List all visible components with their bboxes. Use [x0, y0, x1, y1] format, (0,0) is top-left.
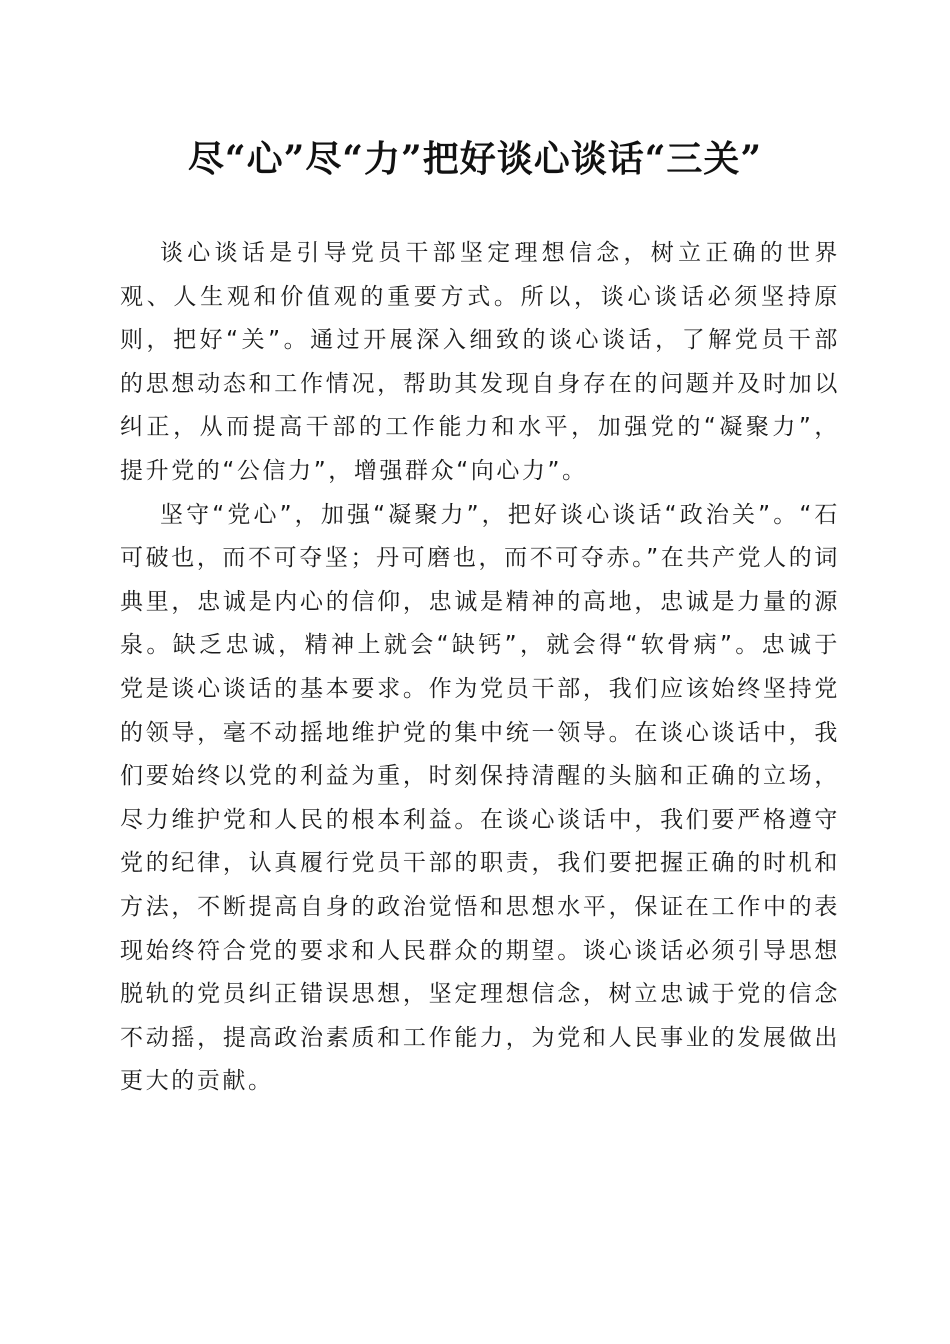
paragraph-political: 坚守“党心”，加强“凝聚力”，把好谈心谈话“政治关”。“石可破也，而不可夺坚；丹可磨也，而不可夺赤。”在共产党人的词典里，忠诚是内心的信仰，忠诚是精神的高地，忠诚是力量的源泉。缺乏忠诚，精神上就会“缺钙”，就会得“软骨病”。忠诚于党是谈心谈话的基本要求。作为党员干部，我们应该始终坚持党的领导，毫不动摇地维护党的集中统一领导。在谈心谈话中，我们要始终以党的利益为重，时刻保持清醒的头脑和正确的立场，尽力维护党和人民的根本利益。在谈心谈话中，我们要严格遵守党的纪律，认真履行党员干部的职责，我们要把握正确的时机和方法，不断提高自身的政治觉悟和思想水平，保证在工作中的表现始终符合党的要求和人民群众的期望。谈心谈话必须引导思想脱轨的党员纠正错误思想，坚定理想信念，树立忠诚于党的信念不动摇，提高政治素质和工作能力，为党和人民事业的发展做出更大的贡献。	[120, 501, 840, 1095]
document-title: 尽“心”尽“力”把好谈心谈话“三关”	[187, 138, 763, 180]
document-body	[120, 232, 840, 1104]
paragraph-intro: 谈心谈话是引导党员干部坚定理想信念，树立正确的世界观、人生观和价值观的重要方式。所以，谈心谈话必须坚持原则，把好“关”。通过开展深入细致的谈心谈话，了解党员干部的思想动态和工作情况，帮助其发现自身存在的问题并及时加以纠正，从而提高干部的工作能力和水平，加强党的“凝聚力”，提升党的“公信力”，增强群众“向心力”。	[120, 240, 840, 484]
